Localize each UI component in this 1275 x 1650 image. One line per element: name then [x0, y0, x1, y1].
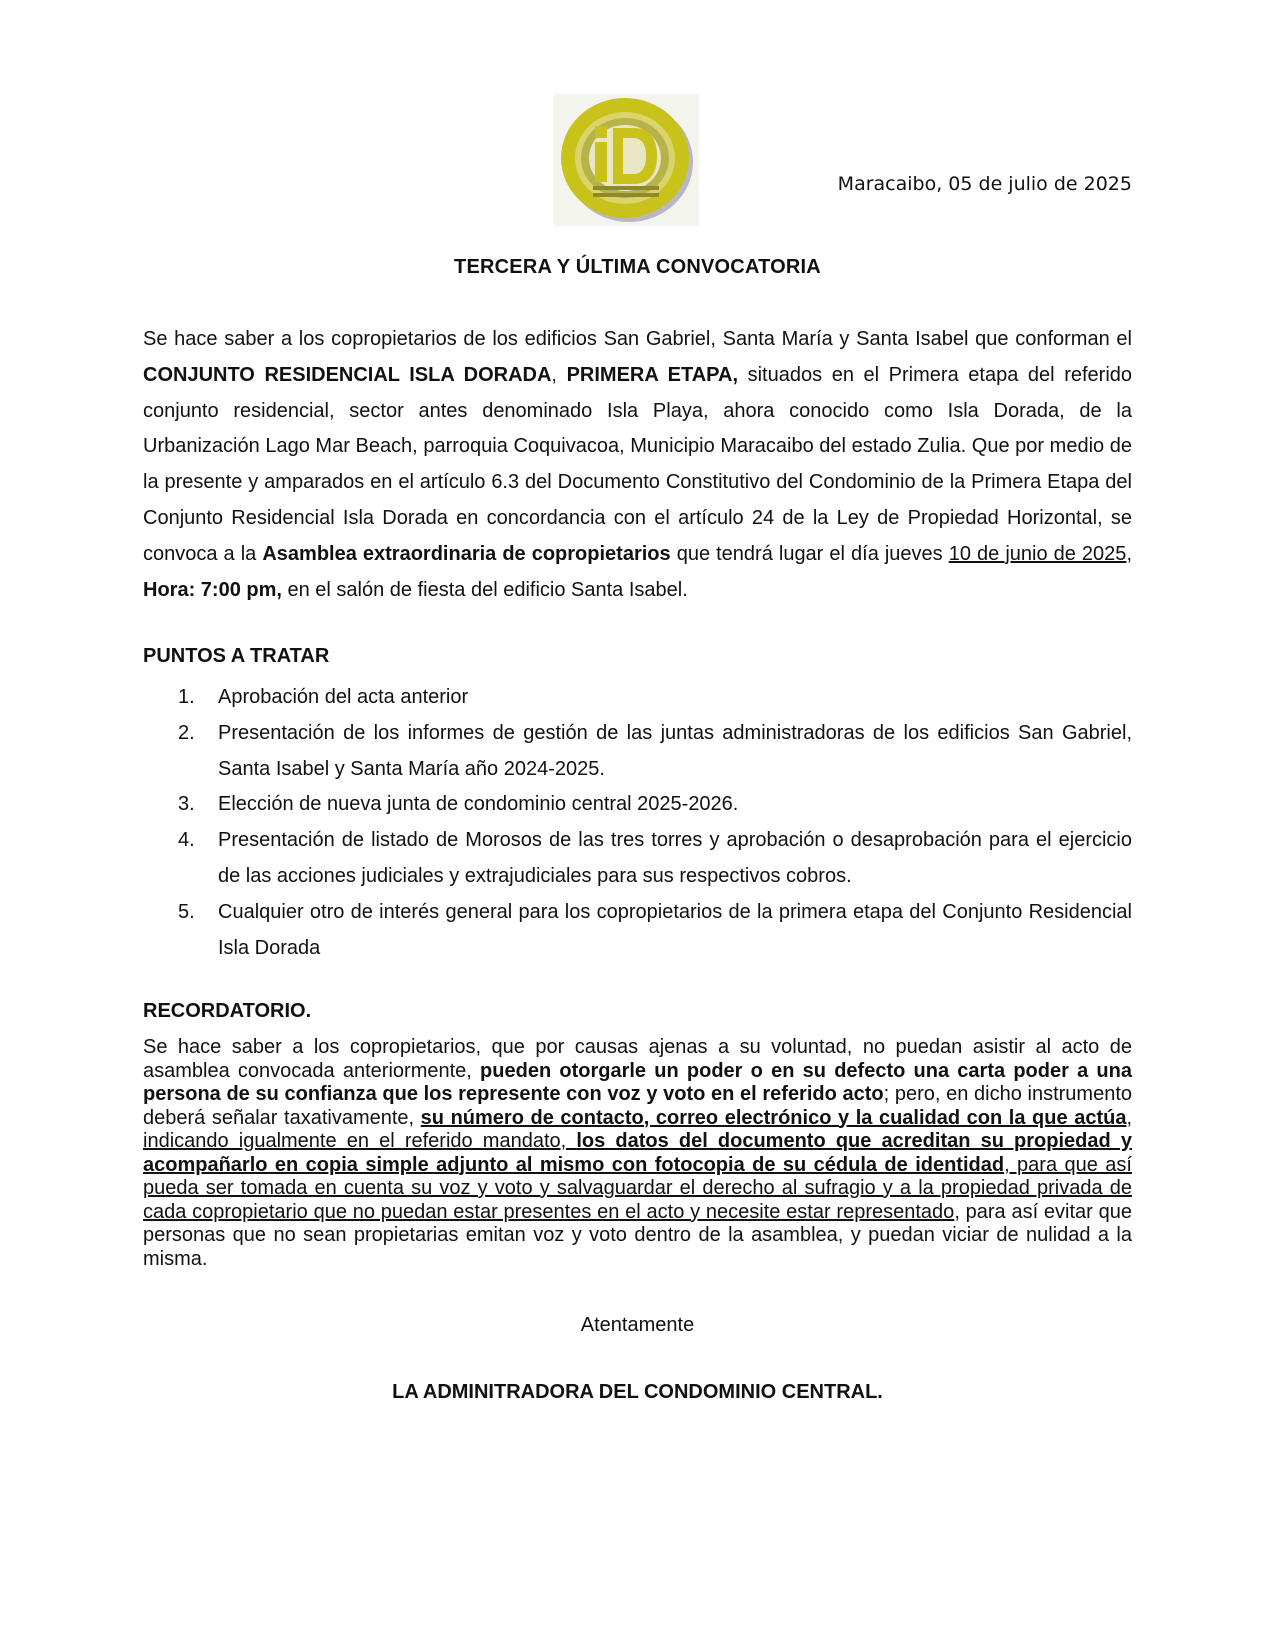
signature-line: LA ADMINITRADORA DEL CONDOMINIO CENTRAL. — [392, 1381, 883, 1403]
reminder-heading: RECORDATORIO. — [143, 1000, 312, 1022]
list-item-text: Presentación de los informes de gestión de las juntas administradoras de los edificios San Gabriel, Santa Isabel y Santa María año 2024-2025. — [218, 721, 1132, 780]
reminder-bold-poder: pueden otorgarle un poder o en su defecto una carta poder a una persona de su confianza que los represente con voz y voto en el referido acto — [143, 1059, 1132, 1105]
list-item-number: 1. — [178, 686, 195, 708]
isla-dorada-logo — [553, 94, 699, 226]
reminder-underlined-text: , indicando igualmente en el referido mandato, — [143, 1106, 1132, 1152]
reminder-underlined-text: , para que así pueda ser tomada en cuenta su voz y voto y salvaguardar el derecho al sufragio y a la propiedad privada de cada copropietario que no puedan estar presentes en el acto y necesite estar representado — [143, 1153, 1132, 1223]
document-date: Maracaibo, 05 de julio de 2025 — [837, 173, 1132, 195]
intro-text: , — [1126, 542, 1132, 565]
list-item — [143, 787, 1132, 823]
closing-salutation: Atentamente — [580, 1314, 695, 1336]
reminder-bold-contacto: su número de contacto, correo electrónico y la cualidad con la que actúa — [420, 1106, 1127, 1129]
intro-text: situados en el Primera etapa del referido conjunto residencial, sector antes denominado Isla Playa, ahora conocido como Isla Dorada, de la Urbanización Lago Mar Beach, parroquia Coquivacoa, Municipio Maracaibo del estado Zulia. Que por medio de la presente y amparados en el artículo 6.3 del Documento Constitutivo del Condominio de la Primera Etapa del Conjunto Residencial Isla Dorada en concordancia con el artículo 24 de la Ley de Propiedad Horizontal, se convoca a la — [143, 363, 1133, 565]
isla-dorada-logo-icon — [553, 94, 699, 226]
list-item — [143, 823, 1132, 895]
reminder-text: ; pero, en dicho instrumento deberá señalar taxativamente, — [143, 1083, 1133, 1129]
reminder-bold-documento: los datos del documento que acreditan su propiedad y acompañarlo en copia simple adjunto al mismo con fotocopia de su cédula de identidad — [143, 1130, 1132, 1176]
reminder-text: Se hace saber a los copropietarios, que por causas ajenas a su voluntad, no puedan asistir al acto de asamblea convocada anteriormente, — [143, 1036, 1132, 1082]
list-item-text: Elección de nueva junta de condominio central 2025-2026. — [218, 793, 739, 816]
intro-meeting-time: Hora: 7:00 pm, — [143, 578, 282, 601]
list-item-number: 3. — [178, 793, 195, 816]
intro-bold-asamblea: Asamblea extraordinaria de copropietarios — [262, 542, 671, 565]
list-item — [143, 680, 1132, 716]
reminder-paragraph — [143, 1036, 1132, 1271]
list-item-number: 4. — [178, 829, 195, 852]
intro-text: Se hace saber a los copropietarios de los edificios San Gabriel, Santa María y Santa Isabel que conforman el — [143, 328, 1132, 350]
intro-bold-etapa: PRIMERA ETAPA, — [566, 363, 739, 386]
list-item — [143, 895, 1132, 967]
intro-meeting-date: 10 de junio de 2025 — [948, 542, 1127, 565]
list-item-text: Aprobación del acta anterior — [218, 686, 469, 708]
document-title: TERCERA Y ÚLTIMA CONVOCATORIA — [454, 256, 821, 278]
list-item-number: 5. — [178, 900, 195, 923]
list-item-text: Cualquier otro de interés general para los copropietarios de la primera etapa del Conjunto Residencial Isla Dorada — [218, 900, 1132, 959]
list-item — [143, 716, 1132, 788]
list-item-text: Presentación de listado de Morosos de las tres torres y aprobación o desaprobación para el ejercicio de las acciones judiciales y extrajudiciales para sus respectivos cobros. — [218, 829, 1132, 887]
points-list — [143, 680, 1132, 966]
intro-text: , — [551, 363, 567, 386]
reminder-text: , para así evitar que personas que no sean propietarias emitan voz y voto dentro de la asamblea, y puedan viciar de nulidad a la misma. — [143, 1200, 1132, 1270]
intro-text: que tendrá lugar el día jueves — [670, 542, 949, 565]
intro-bold-conjunto: CONJUNTO RESIDENCIAL ISLA DORADA — [143, 363, 552, 386]
intro-paragraph — [143, 322, 1132, 608]
points-heading: PUNTOS A TRATAR — [143, 645, 330, 667]
list-item-number: 2. — [178, 721, 195, 744]
intro-text: en el salón de fiesta del edificio Santa Isabel. — [281, 578, 688, 601]
